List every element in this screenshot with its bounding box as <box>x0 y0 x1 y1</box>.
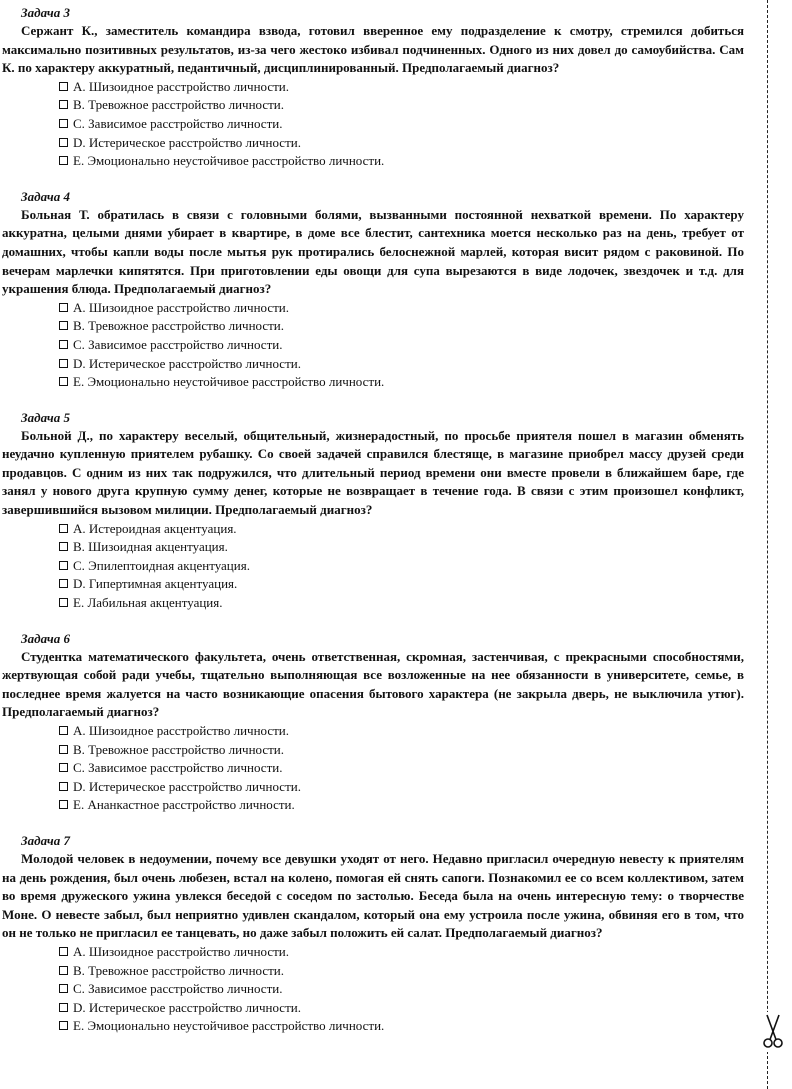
answer-option-e[interactable] <box>59 1017 744 1036</box>
checkbox-icon[interactable] <box>59 340 68 349</box>
option-label: B. Тревожное расстройство личности. <box>73 97 285 113</box>
task-3 <box>2 4 744 171</box>
checkbox-icon[interactable] <box>59 377 68 386</box>
answer-options <box>2 299 744 392</box>
checkbox-icon[interactable] <box>59 82 68 91</box>
checkbox-icon[interactable] <box>59 1021 68 1030</box>
answer-option-c[interactable] <box>59 336 744 355</box>
task-title: Задача 6 <box>21 630 70 646</box>
checkbox-icon[interactable] <box>59 782 68 791</box>
option-label: E. Ананкастное расстройство личности. <box>73 797 295 813</box>
checkbox-icon[interactable] <box>59 800 68 809</box>
answer-option-b[interactable] <box>59 317 744 336</box>
task-7 <box>2 832 744 1036</box>
answer-option-e[interactable] <box>59 373 744 392</box>
option-label: E. Эмоционально неустойчивое расстройство личности. <box>73 153 385 169</box>
checkbox-icon[interactable] <box>59 745 68 754</box>
answer-option-e[interactable] <box>59 594 744 613</box>
answer-option-a[interactable] <box>59 520 744 539</box>
option-label: A. Шизоидное расстройство личности. <box>73 78 290 94</box>
checkbox-icon[interactable] <box>59 524 68 533</box>
option-label: A. Шизоидное расстройство личности. <box>73 943 290 959</box>
option-label: E. Эмоционально неустойчивое расстройство личности. <box>73 1018 385 1034</box>
answer-option-d[interactable] <box>59 134 744 153</box>
option-label: C. Зависимое расстройство личности. <box>73 760 283 776</box>
answer-option-a[interactable] <box>59 78 744 97</box>
task-4 <box>2 188 744 392</box>
answer-option-b[interactable] <box>59 962 744 981</box>
cut-line <box>767 0 768 1089</box>
answer-option-a[interactable] <box>59 943 744 962</box>
option-label: D. Гипертимная акцентуация. <box>73 576 238 592</box>
answer-option-a[interactable] <box>59 299 744 318</box>
task-text: Молодой человек в недоумении, почему все девушки уходят от него. Недавно пригласил очередную невесту к приятелям на день рождения, был очень любезен, встал на колено, помогая ей снять сапоги. Познакомил ее со всем коллективом, затем во время дружеского ужина увлекся беседой с соседом по застолью. Беседа была на очень интересную тему: о творчестве Моне. О невесте забыл, был неприятно удивлен скандалом, который она ему устроила после ужина, обвиняя его в том, что он не только не пригласил ее танцевать, но даже забыл положить ей салат. Предполагаемый диагноз? <box>2 850 744 941</box>
task-text: Студентка математического факультета, очень ответственная, скромная, застенчивая, с прекрасными способностями, жертвующая собой ради учебы, тщательно выполняющая все возложенные на нее обязанности в университете, семье, в последнее время жалуется на часто возникающие опасения бытового характера (не закрыла дверь, не выключила утюг). Предполагаемый диагноз? <box>2 648 744 720</box>
checkbox-icon[interactable] <box>59 138 68 147</box>
task-6 <box>2 630 744 815</box>
checkbox-icon[interactable] <box>59 542 68 551</box>
option-label: A. Шизоидное расстройство личности. <box>73 723 290 738</box>
checkbox-icon[interactable] <box>59 119 68 128</box>
option-label: A. Истероидная акцентуация. <box>73 520 237 536</box>
option-label: D. Истерическое расстройство личности. <box>73 999 301 1015</box>
answer-option-d[interactable] <box>59 778 744 797</box>
answer-option-b[interactable] <box>59 741 744 760</box>
option-label: B. Тревожное расстройство личности. <box>73 741 285 757</box>
answer-option-c[interactable] <box>59 759 744 778</box>
option-label: B. Тревожное расстройство личности. <box>73 962 285 978</box>
option-label: C. Зависимое расстройство личности. <box>73 336 283 352</box>
answer-option-c[interactable] <box>59 115 744 134</box>
checkbox-icon[interactable] <box>59 984 68 993</box>
answer-option-d[interactable] <box>59 575 744 594</box>
checkbox-icon[interactable] <box>59 321 68 330</box>
scissors-icon <box>759 1012 787 1052</box>
checkbox-icon[interactable] <box>59 359 68 368</box>
option-label: C. Зависимое расстройство личности. <box>73 981 283 997</box>
checkbox-icon[interactable] <box>59 763 68 772</box>
checkbox-icon[interactable] <box>59 598 68 607</box>
option-label: E. Лабильная акцентуация. <box>73 595 223 611</box>
tasks-container <box>2 4 744 1036</box>
checkbox-icon[interactable] <box>59 100 68 109</box>
checkbox-icon[interactable] <box>59 579 68 588</box>
option-label: A. Шизоидное расстройство личности. <box>73 299 290 315</box>
answer-options <box>2 722 744 815</box>
task-text: Больная Т. обратилась в связи с головными болями, вызванными постоянной нехваткой времени. По характеру аккуратна, целыми днями убирает в квартире, в доме все блестит, сантехника моется несколько раз на день, требует от домашних, чтобы капли воды после мытья рук протирались белоснежной марлей, которая висит рядом с раковиной. По вечерам марлечки кипятятся. При приготовлении еды овощи для супа вырезаются в виде лодочек, звездочек и т.д. для украшения блюда. Предполагаемый диагноз? <box>2 206 744 297</box>
answer-options <box>2 520 744 613</box>
task-title: Задача 4 <box>21 188 70 204</box>
task-title: Задача 7 <box>21 832 70 848</box>
option-label: C. Эпилептоидная акцентуация. <box>73 557 250 573</box>
answer-option-e[interactable] <box>59 796 744 815</box>
task-5 <box>2 409 744 613</box>
answer-option-b[interactable] <box>59 96 744 115</box>
answer-options <box>2 78 744 171</box>
checkbox-icon[interactable] <box>59 726 68 735</box>
answer-option-e[interactable] <box>59 152 744 171</box>
option-label: D. Истерическое расстройство личности. <box>73 355 301 371</box>
answer-option-d[interactable] <box>59 355 744 374</box>
checkbox-icon[interactable] <box>59 1003 68 1012</box>
option-label: D. Истерическое расстройство личности. <box>73 778 301 794</box>
checkbox-icon[interactable] <box>59 303 68 312</box>
task-text: Больной Д., по характеру веселый, общительный, жизнерадостный, по просьбе приятеля пошел в магазин обменять неудачно купленную приятелем рубашку. Со своей задачей справился блестяще, в магазине приобрел массу друзей среди продавцов. С одним из них так подружился, что длительный период времени они вместе провели в ближайшем баре, где занял у нового друга крупную сумму денег, которые не возвращает в течение года. В связи с этим произошел конфликт, завершившийся вызовом милиции. Предполагаемый диагноз? <box>2 427 744 518</box>
option-label: E. Эмоционально неустойчивое расстройство личности. <box>73 374 385 390</box>
checkbox-icon[interactable] <box>59 947 68 956</box>
checkbox-icon[interactable] <box>59 156 68 165</box>
option-label: C. Зависимое расстройство личности. <box>73 115 283 131</box>
answer-option-c[interactable] <box>59 557 744 576</box>
task-title: Задача 3 <box>21 5 70 20</box>
task-title: Задача 5 <box>21 409 70 425</box>
task-text: Сержант К., заместитель командира взвода, готовил вверенное ему подразделение к смотру, стремился добиться максимально позитивных результатов, из-за чего жестоко избивал подчиненных. Одного из них довел до самоубийства. Сам К. по характеру аккуратный, педантичный, дисциплинированный. Предполагаемый диагноз? <box>2 23 744 76</box>
answer-options <box>2 943 744 1036</box>
answer-option-a[interactable] <box>59 722 744 741</box>
answer-option-c[interactable] <box>59 980 744 999</box>
answer-option-d[interactable] <box>59 999 744 1018</box>
option-label: D. Истерическое расстройство личности. <box>73 134 301 150</box>
answer-option-b[interactable] <box>59 538 744 557</box>
checkbox-icon[interactable] <box>59 561 68 570</box>
option-label: B. Тревожное расстройство личности. <box>73 318 285 334</box>
checkbox-icon[interactable] <box>59 966 68 975</box>
option-label: B. Шизоидная акцентуация. <box>73 539 228 555</box>
